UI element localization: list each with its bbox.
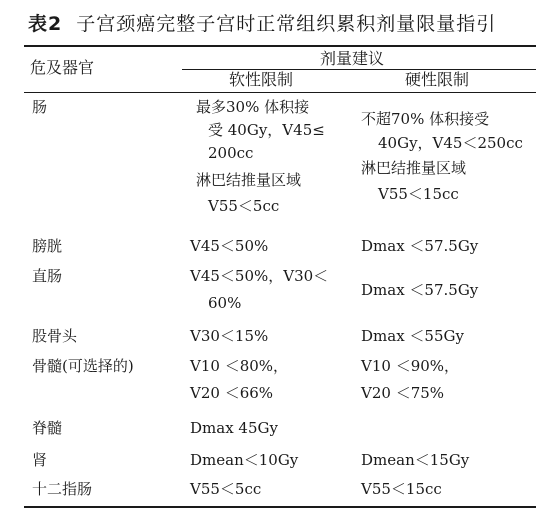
- row-organ: 肠: [32, 98, 48, 116]
- soft-limit-line: V10 ＜80%，: [190, 357, 289, 375]
- soft-limit-line: V55＜5cc: [208, 197, 280, 215]
- soft-limit-line: Dmax 45Gy: [190, 419, 278, 437]
- hard-limit-line: Dmax ＜57.5Gy: [361, 237, 479, 255]
- soft-limit-line: 60%: [208, 294, 242, 312]
- row-organ: 肾: [32, 451, 48, 469]
- hard-limit-line: 淋巴结推量区域: [361, 159, 467, 177]
- row-organ: 脊髓: [32, 419, 63, 437]
- hard-limit-line: 不超70% 体积接受: [361, 110, 490, 128]
- header-soft-limit: 软性限制: [229, 70, 294, 89]
- hard-limit-line: V55＜15cc: [378, 185, 459, 203]
- table-label: 表2: [28, 13, 63, 35]
- bottom-rule: [24, 506, 536, 508]
- soft-limit-line: 最多30% 体积接: [196, 98, 310, 116]
- top-rule: [24, 45, 536, 47]
- table-title: 子宫颈癌完整子宫时正常组织累积剂量限量指引: [76, 13, 497, 35]
- soft-limit-line: V45＜50%，V30＜: [190, 267, 329, 285]
- hard-limit-line: Dmax ＜55Gy: [361, 327, 464, 345]
- soft-limit-line: 200cc: [208, 144, 254, 162]
- header-dose-group: 剂量建议: [320, 49, 385, 68]
- row-organ: 股骨头: [32, 327, 78, 345]
- soft-limit-line: V55＜5cc: [190, 480, 262, 498]
- row-organ: 骨髓(可选择的): [32, 357, 134, 375]
- soft-limit-line: V30＜15%: [190, 327, 269, 345]
- row-organ: 直肠: [32, 267, 63, 285]
- hard-limit-line: V55＜15cc: [361, 480, 442, 498]
- header-hard-limit: 硬性限制: [405, 70, 470, 89]
- hard-limit-line: V10 ＜90%，: [361, 357, 460, 375]
- header-organ: 危及器官: [30, 58, 95, 77]
- soft-limit-line: 受 40Gy，V45≤: [208, 121, 325, 139]
- table-caption: [28, 12, 496, 36]
- header-rule: [24, 92, 536, 93]
- hard-limit-line: Dmax ＜57.5Gy: [361, 281, 479, 299]
- hard-limit-line: 40Gy，V45＜250cc: [378, 134, 523, 152]
- row-organ: 膀胱: [32, 237, 63, 255]
- soft-limit-line: V20 ＜66%: [190, 384, 274, 402]
- row-organ: 十二指肠: [32, 480, 93, 498]
- hard-limit-line: V20 ＜75%: [361, 384, 445, 402]
- soft-limit-line: Dmean＜10Gy: [190, 451, 299, 469]
- soft-limit-line: V45＜50%: [190, 237, 269, 255]
- hard-limit-line: Dmean＜15Gy: [361, 451, 470, 469]
- soft-limit-line: 淋巴结推量区域: [196, 171, 302, 189]
